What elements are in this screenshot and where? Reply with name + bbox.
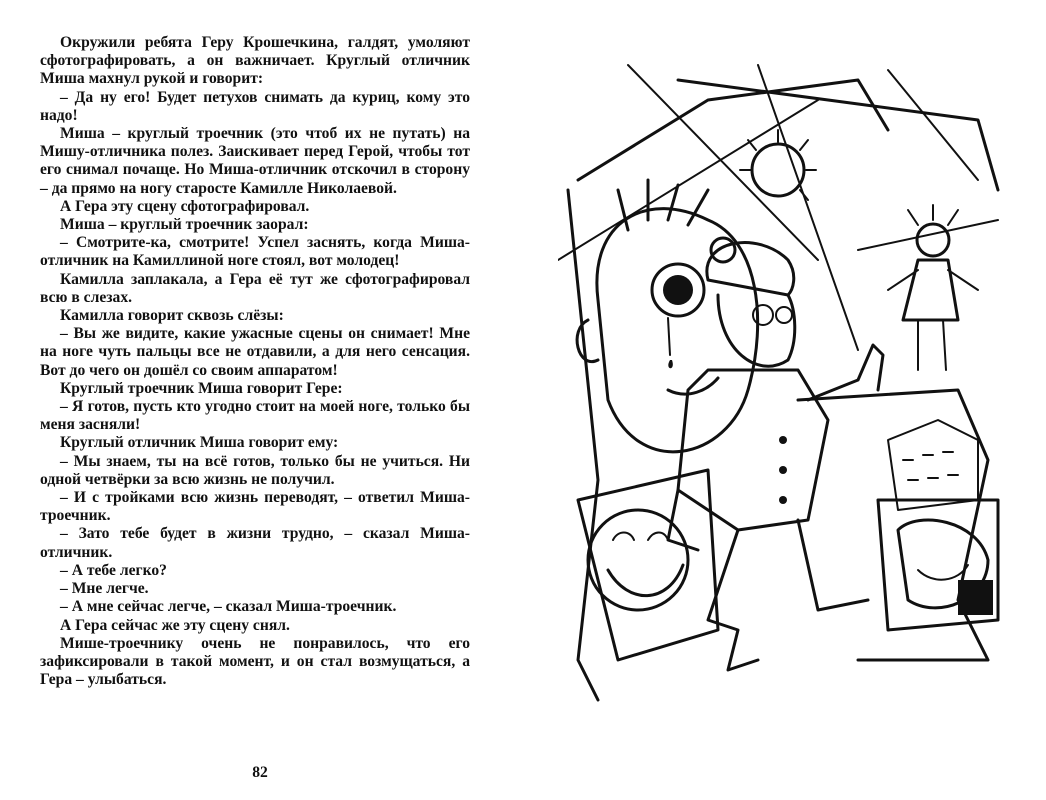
jacket-button-3 <box>779 496 787 504</box>
illustration-drawing <box>558 60 1008 710</box>
boy-jacket <box>678 370 828 530</box>
paragraph-17: – Мне легче. <box>60 580 149 598</box>
frame-line-top <box>578 80 888 180</box>
paragraph-11: – Я готов, пусть кто угодно стоит на моей ноге, только бы меня засняли! <box>40 398 470 434</box>
building-sketch <box>888 420 978 510</box>
paragraph-15: – Зато тебе будет в жизни трудно, – сказал Миша-отличник. <box>40 525 470 561</box>
paragraph-2: – Да ну его! Будет петухов снимать да куриц, кому это надо! <box>40 88 470 124</box>
dark-patch <box>958 580 993 615</box>
paragraph-6: – Смотрите-ка, смотрите! Успел заснять, когда Миша-отличник на Камиллиной ноге стоял, вот молодец! <box>40 234 470 270</box>
tear-drop <box>668 318 670 355</box>
jacket-button-2 <box>779 466 787 474</box>
boy-glasses-right <box>776 307 792 323</box>
paragraph-20: Мише-троечнику очень не понравилось, что его зафиксировали в такой момент, и он стал возмущаться, а Гера – улыбаться. <box>40 634 470 689</box>
photo-frame-lower-left <box>578 470 718 660</box>
doll-legs <box>918 320 946 370</box>
paragraph-9: – Вы же видите, какие ужасные сцены он снимает! Мне на ноге чуть пальцы все не отдавили, а для него сенсация. Вот до чего он дошёл со своим аппаратом! <box>40 325 470 379</box>
frame-line-left <box>568 190 598 700</box>
big-face-hair <box>618 180 708 230</box>
building-windows <box>903 452 958 480</box>
sun-icon <box>752 144 804 196</box>
paragraph-16: – А тебе легко? <box>60 561 167 579</box>
paragraph-10: Круглый троечник Миша говорит Гере: <box>60 379 343 397</box>
doll-dress <box>903 260 958 320</box>
boy-glasses-left <box>753 305 773 325</box>
left-page-text <box>40 34 470 764</box>
doll-bows <box>908 205 958 225</box>
boy-cap-pompom <box>711 238 735 262</box>
tear-drop-end <box>668 360 673 368</box>
paragraph-4: А Гера эту сцену сфотографировал. <box>60 197 310 215</box>
paragraph-12: Круглый отличник Миша говорит ему: <box>60 434 339 452</box>
jacket-button-1 <box>779 436 787 444</box>
paragraph-7: Камилла заплакала, а Гера её тут же сфотографировал всю в слезах. <box>40 270 470 306</box>
doll-head <box>917 224 949 256</box>
page-number: 82 <box>252 764 268 781</box>
paragraph-5: Миша – круглый троечник заорал: <box>60 216 309 234</box>
paragraph-3: Миша – круглый троечник (это чтоб их не путать) на Мишу-отличника полез. Заискивает перед Герой, чтобы тот его снимал почаще. Но Миша-отличник отскочил в сторону – да прямо на ногу старосте Камилле Николаевой. <box>40 125 470 197</box>
paragraph-19: А Гера сейчас же эту сцену снял. <box>60 616 290 634</box>
ink-illustration <box>558 60 1008 710</box>
paragraph-1: Окружили ребята Геру Крошечкина, галдят, умоляют сфотографировать, а он важничает. Круглый отличник Миша махнул рукой и говорит: <box>40 34 470 88</box>
doll-arms <box>888 270 978 290</box>
paragraph-13: – Мы знаем, ты на всё готов, только бы не учиться. Ни одной четвёрки за всю жизнь не получил. <box>40 452 470 488</box>
scribble-line-4 <box>888 70 978 180</box>
paragraph-8: Камилла говорит сквозь слёзы: <box>60 307 284 325</box>
laughing-eyes <box>613 533 668 541</box>
scribble-line-3 <box>758 65 858 350</box>
boy-leg-left <box>708 530 758 670</box>
smiling-mouth-right <box>918 565 968 580</box>
big-face-ear <box>577 320 598 362</box>
big-face-pupil <box>663 275 693 305</box>
boy-raised-arm <box>808 345 883 400</box>
laughing-mouth <box>608 565 683 596</box>
paragraph-18: – А мне сейчас легче, – сказал Миша-троечник. <box>60 598 397 616</box>
boy-leg-right <box>798 520 868 610</box>
paragraph-14: – И с тройками всю жизнь переводят, – ответил Миша-троечник. <box>40 489 470 525</box>
